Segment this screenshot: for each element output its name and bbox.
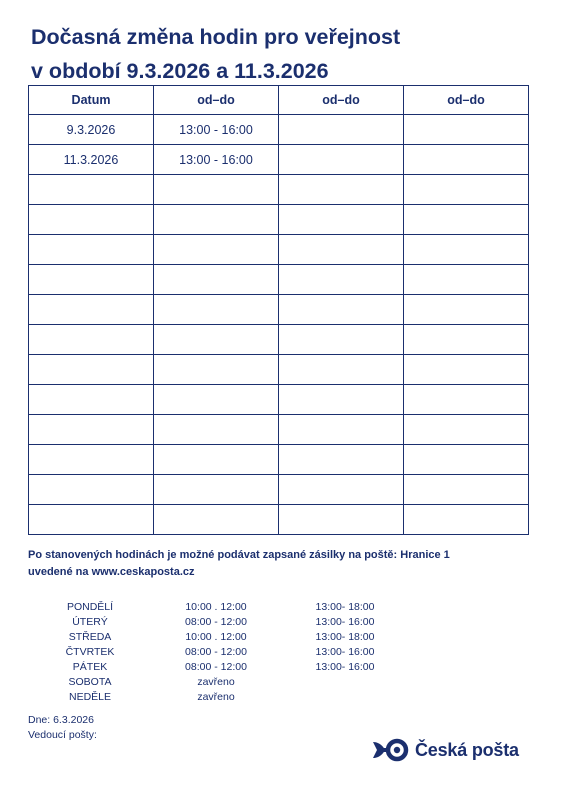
table-cell (154, 175, 279, 205)
table-row (29, 145, 529, 175)
table-row (29, 235, 529, 265)
table-cell (279, 505, 404, 535)
table-cell (279, 115, 404, 145)
afternoon-hours: 13:00- 18:00 (315, 631, 375, 643)
table-cell (279, 385, 404, 415)
table-cell (404, 295, 529, 325)
weekday-name: PONDĚLÍ (66, 601, 114, 613)
table-cell: 13:00 - 16:00 (154, 145, 279, 175)
weekday-name: PÁTEK (72, 661, 108, 673)
table-cell (154, 265, 279, 295)
manager-label: Vedoucí pošty: (28, 729, 97, 741)
note-text (28, 547, 450, 581)
table-cell (29, 265, 154, 295)
table-cell (154, 385, 279, 415)
table-cell: 11.3.2026 (29, 145, 154, 175)
weekday-name: NEDĚLE (68, 691, 111, 703)
table-cell (29, 295, 154, 325)
table-cell (279, 295, 404, 325)
column-header: od–do (279, 86, 404, 115)
afternoon-hours: 13:00- 16:00 (315, 646, 375, 658)
table-cell (29, 355, 154, 385)
table-cell (154, 505, 279, 535)
table-cell (154, 355, 279, 385)
morning-hours: 10:00 . 12:00 (185, 631, 247, 643)
issue-date: Dne: 6.3.2026 (28, 714, 94, 726)
table-cell (154, 235, 279, 265)
table-cell (154, 295, 279, 325)
weekday-name: STŘEDA (68, 631, 112, 643)
table-cell (279, 325, 404, 355)
table-row (29, 205, 529, 235)
table-cell (404, 505, 529, 535)
morning-hours: 08:00 - 12:00 (185, 646, 247, 658)
table-cell: 13:00 - 16:00 (154, 115, 279, 145)
weekday-name: ÚTERÝ (72, 616, 108, 628)
table-cell (404, 415, 529, 445)
column-header: od–do (404, 86, 529, 115)
note-line-2: uvedené na www.ceskaposta.cz (28, 566, 195, 578)
table-cell (29, 445, 154, 475)
table-cell (154, 205, 279, 235)
title-line-2: v období 9.3.2026 a 11.3.2026 (31, 59, 329, 83)
table-row (29, 445, 529, 475)
table-cell (29, 175, 154, 205)
footer-info (28, 713, 97, 743)
table-cell (29, 415, 154, 445)
note-line-1: Po stanovených hodinách je možné podávat zapsané zásilky na poště: Hranice 1 (28, 549, 450, 561)
table-cell (279, 265, 404, 295)
morning-hours: 08:00 - 12:00 (185, 616, 247, 628)
morning-hours: zavřeno (197, 676, 235, 688)
table-header-row (29, 86, 529, 115)
table-cell (154, 415, 279, 445)
weekday-name: ČTVRTEK (65, 646, 115, 658)
table-cell (154, 445, 279, 475)
table-row (29, 325, 529, 355)
table-row (29, 265, 529, 295)
table-row (29, 175, 529, 205)
table-cell (29, 205, 154, 235)
title-line-1: Dočasná změna hodin pro veřejnost (31, 25, 401, 49)
table-cell (279, 415, 404, 445)
logo-text: Česká pošta (415, 739, 519, 760)
table-cell (404, 145, 529, 175)
afternoon-hours: 13:00- 16:00 (315, 616, 375, 628)
posthorn-icon (371, 738, 409, 762)
table-cell (404, 115, 529, 145)
table-row (29, 295, 529, 325)
column-header: Datum (29, 86, 154, 115)
table-cell (404, 475, 529, 505)
table-cell (404, 265, 529, 295)
table-row (29, 505, 529, 535)
table-cell (279, 145, 404, 175)
table-cell (29, 235, 154, 265)
table-cell (29, 505, 154, 535)
table-cell (404, 175, 529, 205)
weekday-name: SOBOTA (68, 676, 112, 688)
table-cell (279, 355, 404, 385)
table-cell (29, 475, 154, 505)
table-cell (404, 385, 529, 415)
table-cell (29, 325, 154, 355)
afternoon-hours: 13:00- 18:00 (315, 601, 375, 613)
table-cell (279, 175, 404, 205)
table-cell (154, 475, 279, 505)
table-cell (404, 205, 529, 235)
table-body (29, 115, 529, 535)
table-cell (404, 355, 529, 385)
table-row (29, 355, 529, 385)
table-cell (404, 325, 529, 355)
table-row (29, 415, 529, 445)
table-cell (279, 445, 404, 475)
table-cell (154, 325, 279, 355)
table-row (29, 475, 529, 505)
morning-hours: zavřeno (197, 691, 235, 703)
table-cell: 9.3.2026 (29, 115, 154, 145)
table-cell (404, 235, 529, 265)
table-cell (279, 235, 404, 265)
ceska-posta-logo (371, 736, 519, 764)
column-header: od–do (154, 86, 279, 115)
table-row (29, 385, 529, 415)
table-cell (279, 475, 404, 505)
morning-hours: 08:00 - 12:00 (185, 661, 247, 673)
afternoon-hours: 13:00- 16:00 (315, 661, 375, 673)
table-cell (29, 385, 154, 415)
table-cell (279, 205, 404, 235)
table-row (29, 115, 529, 145)
notice-title (31, 20, 400, 88)
table-cell (404, 445, 529, 475)
morning-hours: 10:00 . 12:00 (185, 601, 247, 613)
hours-table (28, 85, 529, 535)
